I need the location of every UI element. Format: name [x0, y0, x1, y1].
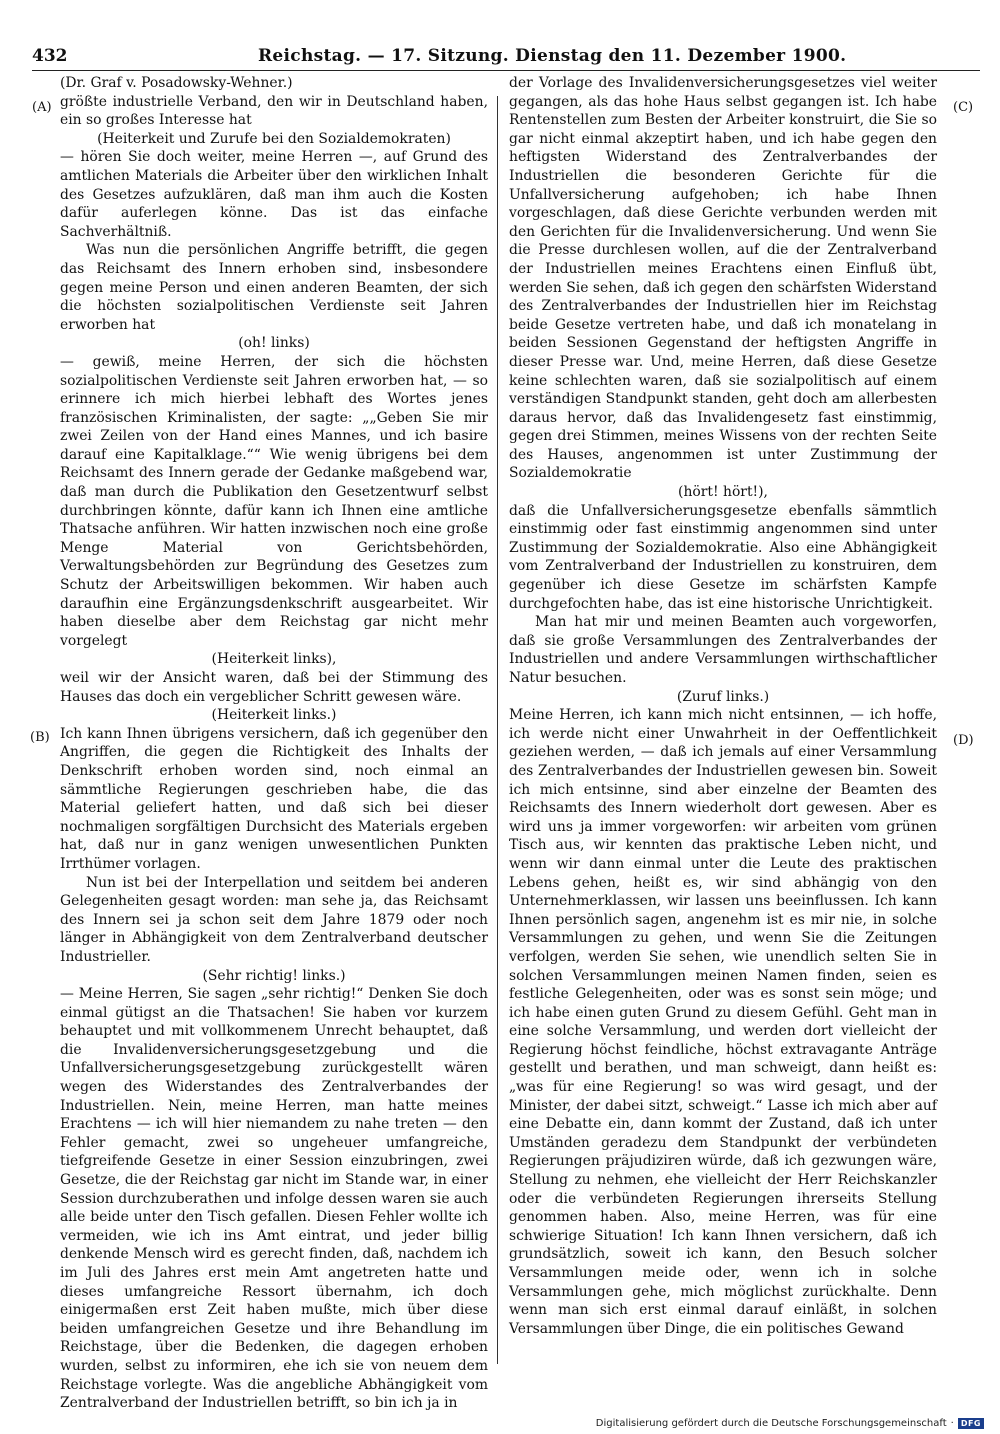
- interjection: (hört! hört!),: [678, 484, 768, 501]
- interjection: (Zuruf links.): [676, 688, 770, 705]
- dfg-logo: DFG: [958, 1418, 984, 1429]
- footer: [596, 1418, 984, 1429]
- paragraph: Man hat mir und meinen Beamten auch vorgeworfen, daß sie große Versammlungen des Zentralverbandes der Industriellen und andere Versammlungen wirthschaftlicher Natur besuchen.: [509, 614, 937, 686]
- interjection: (Heiterkeit links.): [211, 707, 337, 724]
- paragraph: größte industrielle Verband, den wir in Deutschland haben, ein so großes Interesse hat: [60, 93, 488, 129]
- paragraph: daß die Unfallversicherungsgesetze ebenfalls sämmtlich einstimmig oder fast einstimmig angenommen sind unter Zustimmung der Sozialdemokratie. Also eine Abhängigkeit vom Zentralverband der Industriellen zu konstruiren, dem gegenüber ich diese Gesetze im schärfsten Kampfe durchgefochten habe, das ist eine historische Unrichtigkeit.: [509, 502, 937, 612]
- page-header: [32, 46, 980, 71]
- paragraph: — hören Sie doch weiter, meine Herren —, auf Grund des amtlichen Materials die Arbeiter über den wirklichen Inhalt des Gesetzes aufzuklären, daß man ihm auch die Kosten dafür auferlegen könne. Das ist das einfache Sachverhältniß.: [60, 149, 488, 240]
- running-head: Reichstag. — 17. Sitzung. Dienstag den 11. Dezember 1900.: [258, 46, 847, 66]
- page-number: 432: [32, 46, 68, 66]
- paragraph: weil wir der Ansicht waren, daß bei der Stimmung des Hauses das doch ein vergeblicher Schritt gewesen wäre.: [60, 670, 488, 705]
- footer-separator: ·: [950, 1418, 954, 1429]
- left-column: [60, 74, 488, 1412]
- right-column: [509, 74, 937, 1364]
- paragraph: — Meine Herren, Sie sagen „sehr richtig!“ Denken Sie doch einmal gütigst an die Thatsachen! Sie haben vor kurzem behauptet und mit vollkommenem Unrecht behauptet, daß die Invalidenversicherungsgesetzgebung und die Unfallversicherungsgesetzgebung zurückgestellt wären wegen des Widerstandes des Zentralverbandes der Industriellen. Nein, meine Herren, man hatte meines Erachtens — ich will hier niemandem zu nahe treten — den Fehler gemacht, zwei so ungeheuer umfangreiche, tiefgreifende Gesetze in einer Session einzubringen, zwei Gesetze, die der Reichstag gar nicht im Stande war, in einer Session durchzuberathen und infolge dessen waren sie auch alle beide unter den Tisch gefallen. Diesen Fehler wollte ich vermeiden, wie ich ins Amt eintrat, und jeder billig denkende Mensch wird es gerecht finden, daß, nachdem ich im Juli des Jahres erst mein Amt angetreten hatte und dieses umfangreiche Ressort übernahm, ich doch einigermaßen erst Zeit haben mußte, mich über diese beiden umfangreichen Gesetze und ihre Behandlung im Reichstage, über die Bedenken, die dagegen erhoben wurden, selbst zu informiren, ehe ich sie von neuem dem Reichstage vorlegte. Was die angebliche Abhängigkeit vom Zentralverband der Industriellen betrifft, so bin ich ja in: [60, 986, 488, 1412]
- interjection: (oh! links): [238, 335, 310, 352]
- footer-credit: Digitalisierung gefördert durch die Deutsche Forschungsgemeinschaft: [595, 1418, 947, 1429]
- interjection: (Heiterkeit links),: [211, 651, 337, 668]
- speaker-label: (Dr. Graf v. Posadowsky-Wehner.): [60, 75, 293, 91]
- margin-marker-b: (B): [30, 730, 50, 745]
- paragraph: Was nun die persönlichen Angriffe betrifft, die gegen das Reichsamt des Innern erhoben sind, insbesondere gegen meine Person und einen anderen Beamten, der sich die höchsten sozialpolitischen Verdienste seit Jahren erworben hat: [60, 242, 488, 333]
- paragraph: der Vorlage des Invalidenversicherungsgesetzes viel weiter gegangen, als das hohe Haus selbst gegangen ist. Ich habe Rentenstellen zum Besten der Arbeiter konstruirt, die Sie so gar nicht einmal akzeptirt haben, und ich habe gegen den heftigsten Widerstand des Zentralverbandes der Industriellen die besonderen Gerichte für die Unfallversicherung aufgehoben; ich habe Ihnen vorgeschlagen, daß diese Gerichte verbunden werden mit den Gerichten für die Invalidenversicherung. Und wenn Sie die Presse durchlesen wollen, auf die der Zentralverband der Industriellen meines Erachtens einen Einfluß übt, werden Sie sehen, daß ich gegen den schärfsten Widerstand des Zentralverbandes der Industriellen hier im Reichstag beide Gesetze vertreten habe, und daß ich monatelang in beiden Sessionen Gegenstand der heftigsten Angriffe in dieser Presse war. Und, meine Herren, daß diese Gesetze keine schlechten waren, daß sie sozialpolitisch auf einem verständigen Standpunkt standen, geht doch am allerbesten daraus hervor, daß das Invalidengesetz fast einstimmig, gegen drei Stimmen, meines Wissens von der rechten Seite des Hauses, angenommen ist unter Zustimmung der Sozialdemokratie: [509, 75, 937, 482]
- paragraph: — gewiß, meine Herren, der sich die höchsten sozialpolitischen Verdienste seit Jahren erworben hat, — so erinnere ich mich hierbei lebhaft des Wortes jenes französischen Kriminalisten, der sagte: „„Geben Sie mir zwei Zeilen von der Hand eines Mannes, und ich basire darauf eine Kapitalklage.““ Wie wenig übrigens bei dem Reichsamt des Innern gerade der Gedanke maßgebend war, daß man durch die Publikation den Gesetzentwurf selbst durchbringen könnte, dafür kann ich Ihnen eine amtliche Thatsache anführen. Wir hatten inzwischen noch eine große Menge Material von Gerichtsbehörden, Verwaltungsbehörden zur Begründung des Gesetzes zum Schutz der Arbeitswilligen bekommen. Wir haben auch daraufhin eine Ergänzungsdenkschrift ausgearbeitet. Wir haben dieselbe aber dem Reichstag gar nicht mehr vorgelegt: [60, 353, 488, 649]
- margin-marker-d: (D): [953, 733, 974, 748]
- paragraph: Nun ist bei der Interpellation und seitdem bei anderen Gelegenheiten gesagt worden: man sehe ja, das Reichsamt des Innern sei ja schon seit dem Jahre 1879 oder noch länger in Abhängigkeit von dem Zentralverband deutscher Industrieller.: [60, 874, 488, 965]
- interjection: (Sehr richtig! links.): [202, 967, 346, 984]
- margin-marker-a: (A): [32, 100, 52, 115]
- paragraph: Meine Herren, ich kann mich nicht entsinnen, — ich hoffe, ich werde nicht einer Unwahrheit in der Oeffentlichkeit geziehen werden, — daß ich jemals auf einer Versammlung des Zentralverbandes der Industriellen gewesen bin. Soweit ich mich entsinne, sind aber einzelne der Beamten des Reichsamts des Innern wiederholt dort gewesen. Aber es wird uns ja immer vorgeworfen: wir arbeiten vom grünen Tisch aus, wir kennten das praktische Leben nicht, und wenn wir dann einmal unter die Leute des praktischen Lebens gehen, heißt es, wir sind abhängig von den Unternehmerklassen, wir lassen uns beeinflussen. Ich kann Ihnen persönlich sagen, angenehm ist es mir nie, in solche Versammlungen zu gehen, und wenn Sie die Zeitungen verfolgen, werden Sie sehen, wie unendlich selten Sie in solchen Versammlungen meinen Namen finden, seien es festliche Gelegenheiten, oder was es sonst sein möge; und ich habe einen guten Grund zu diesem Gefühl. Geht man in eine solche Versammlung, und werden dort vielleicht der Regierung höchst feindliche, höchst extravagante Anträge gestellt und berathen, und man schweigt, dann heißt es: „was für eine Regierung! so was wird gesagt, und der Minister, der dabei sitzt, schweigt.“ Lasse ich mich aber auf eine Debatte ein, dann kommt der Zustand, daß ich unter Umständen geradezu dem Standpunkt der verbündeten Regierungen präjudiziren würde, daß ich gezwungen wäre, Stellung zu nehmen, ehe vielleicht der Herr Reichskanzler oder die verbündeten Regierungen ihrerseits Stellung genommen haben. Also, meine Herren, was für eine schwierige Situation! Ich kann Ihnen versichern, daß ich grundsätzlich, soweit ich kann, den Besuch solcher Versammlungen meide oder, wenn ich in solche Versammlungen gehe, mich möglichst zurückhalte. Denn wenn man sich erst einmal darauf einläßt, in solchen Versammlungen über Dinge, die ein politisches Gewand: [509, 707, 937, 1337]
- paragraph: Ich kann Ihnen übrigens versichern, daß ich gegenüber den Angriffen, die gegen die Richtigkeit des Inhalts der Denkschrift erhoben worden sind, noch einmal an sämmtliche Regierungen geschrieben habe, die das Material geliefert hatten, und daß sich bei dieser nochmaligen sorgfältigen Durchsicht des Materials ergeben hat, daß nur in ganz wenigen unwesentlichen Punkten Irrthümer vorlagen.: [60, 725, 488, 872]
- column-divider: [497, 96, 498, 1364]
- margin-marker-c: (C): [953, 100, 974, 115]
- interjection: (Heiterkeit und Zurufe bei den Sozialdemokraten): [97, 130, 451, 147]
